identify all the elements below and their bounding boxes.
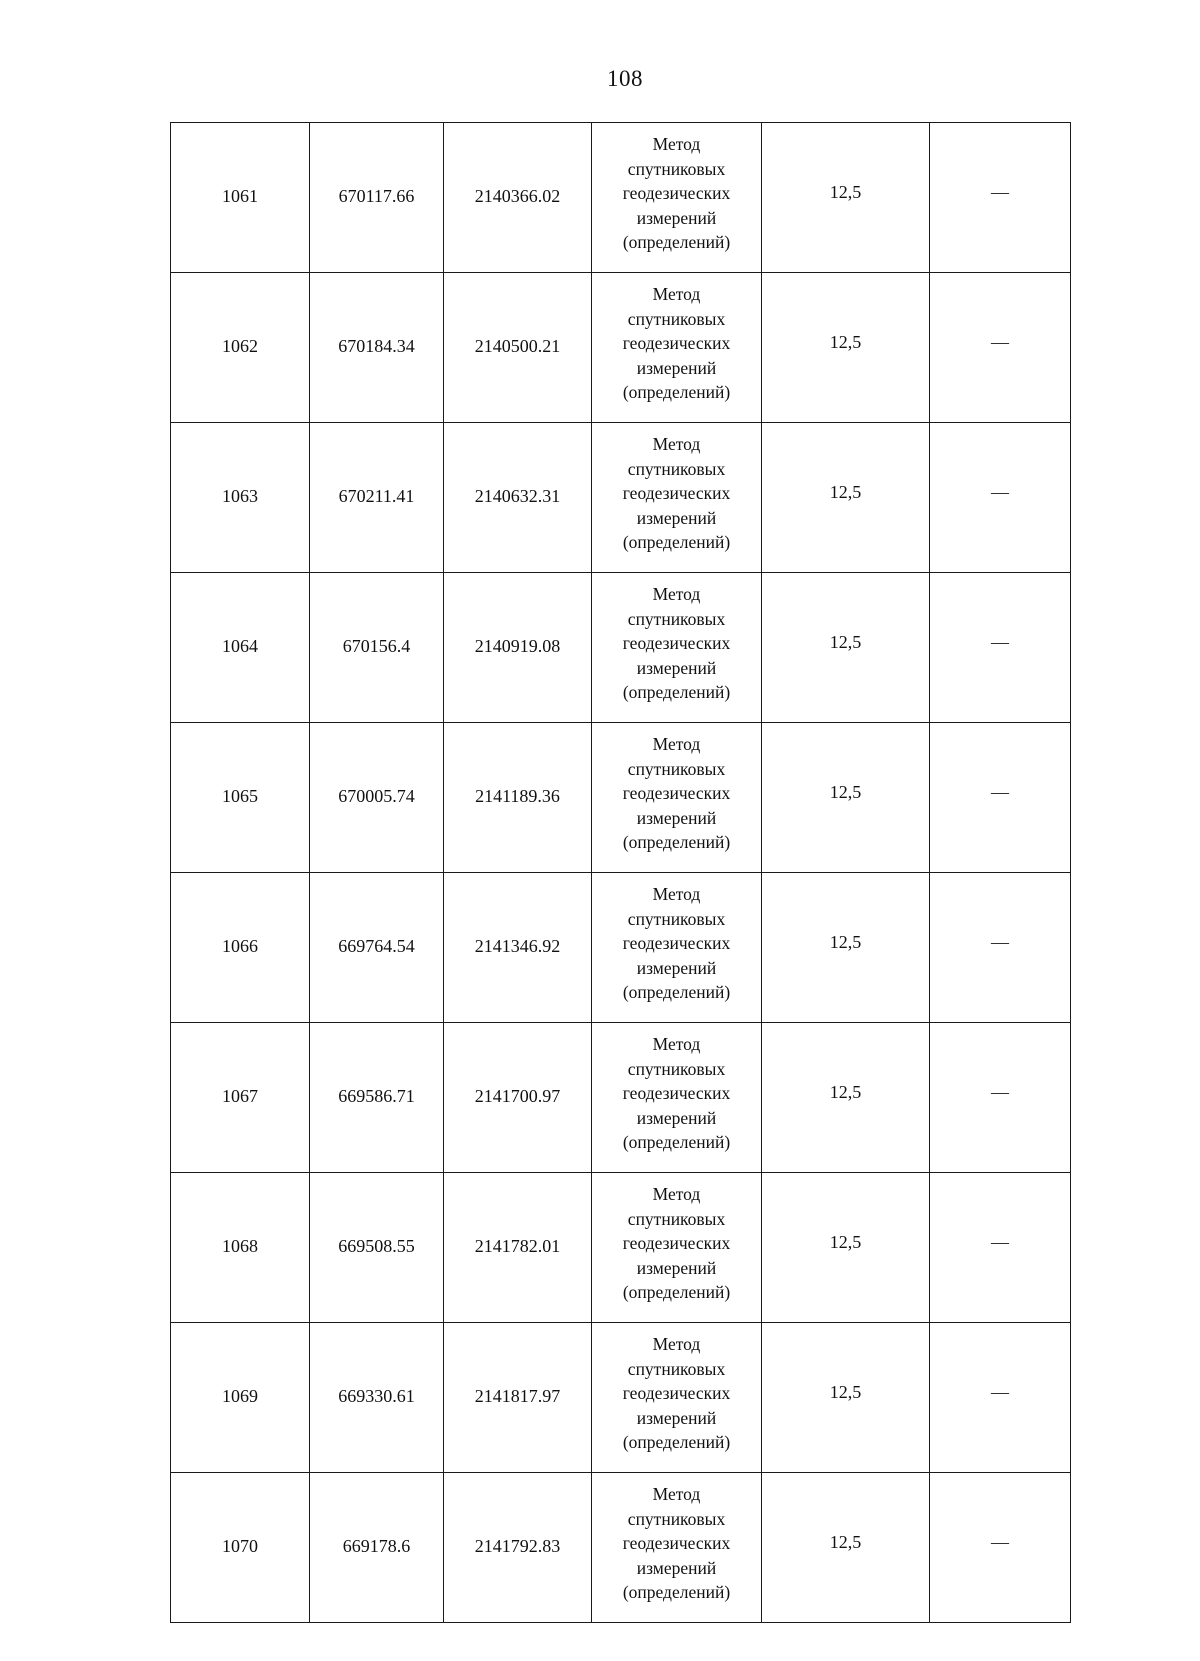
coordinates-table <box>170 122 1071 1623</box>
note-cell-text: — <box>991 931 1009 952</box>
accuracy-cell-text: 12,5 <box>829 1531 862 1552</box>
point-number-cell <box>171 273 310 423</box>
note-cell-text: — <box>991 1231 1009 1252</box>
method-line: Метод <box>652 1484 701 1505</box>
method-line: измерений <box>636 507 717 528</box>
method-line: спутниковых <box>627 308 726 329</box>
method-line: измерений <box>636 957 717 978</box>
y-coordinate-cell <box>444 1323 592 1473</box>
note-cell-text: — <box>991 1381 1009 1402</box>
method-line: спутниковых <box>627 908 726 929</box>
method-line: геодезических <box>622 1533 731 1554</box>
x-coordinate-cell <box>310 273 444 423</box>
accuracy-cell-text: 12,5 <box>829 1381 862 1402</box>
accuracy-cell <box>762 423 930 573</box>
method-line: (определений) <box>622 382 731 403</box>
method-line: (определений) <box>622 982 731 1003</box>
method-line: спутниковых <box>627 458 726 479</box>
y-coordinate-cell <box>444 273 592 423</box>
y-coordinate-cell <box>444 1473 592 1623</box>
method-cell <box>592 1173 762 1323</box>
method-line: спутниковых <box>627 1208 726 1229</box>
y-coordinate-cell-text: 2140500.21 <box>474 335 561 356</box>
table-body <box>171 123 1071 1623</box>
y-coordinate-cell <box>444 873 592 1023</box>
method-line: измерений <box>636 807 717 828</box>
method-cell <box>592 1323 762 1473</box>
method-line: спутниковых <box>627 158 726 179</box>
y-coordinate-cell <box>444 1173 592 1323</box>
point-number-cell <box>171 723 310 873</box>
point-number-cell <box>171 423 310 573</box>
method-line: (определений) <box>622 232 731 253</box>
method-line: измерений <box>636 357 717 378</box>
x-coordinate-cell <box>310 873 444 1023</box>
coordinates-table-container <box>170 122 1070 1623</box>
method-line: спутниковых <box>627 758 726 779</box>
point-number-cell <box>171 873 310 1023</box>
method-line: геодезических <box>622 183 731 204</box>
x-coordinate-cell <box>310 573 444 723</box>
method-line: измерений <box>636 1557 717 1578</box>
table-row <box>171 1473 1071 1623</box>
method-line: измерений <box>636 657 717 678</box>
method-line: геодезических <box>622 1083 731 1104</box>
accuracy-cell <box>762 1173 930 1323</box>
table-row <box>171 723 1071 873</box>
y-coordinate-cell-text: 2141817.97 <box>474 1385 561 1406</box>
table-row <box>171 573 1071 723</box>
accuracy-cell-text: 12,5 <box>829 331 862 352</box>
method-line: геодезических <box>622 783 731 804</box>
method-line: геодезических <box>622 933 731 954</box>
method-line: (определений) <box>622 832 731 853</box>
method-line: Метод <box>652 584 701 605</box>
point-number-cell-text: 1061 <box>222 185 258 206</box>
y-coordinate-cell <box>444 123 592 273</box>
x-coordinate-cell <box>310 1173 444 1323</box>
x-coordinate-cell-text: 670005.74 <box>338 785 415 806</box>
note-cell <box>930 123 1071 273</box>
y-coordinate-cell-text: 2141189.36 <box>475 785 560 806</box>
method-line: спутниковых <box>627 1358 726 1379</box>
x-coordinate-cell-text: 670117.66 <box>338 185 415 206</box>
method-cell <box>592 1473 762 1623</box>
method-line: (определений) <box>622 1582 731 1603</box>
point-number-cell-text: 1069 <box>222 1385 258 1406</box>
x-coordinate-cell-text: 669764.54 <box>338 935 415 956</box>
method-line: Метод <box>652 134 701 155</box>
x-coordinate-cell <box>310 423 444 573</box>
note-cell <box>930 1173 1071 1323</box>
method-line: геодезических <box>622 483 731 504</box>
method-line: измерений <box>636 1407 717 1428</box>
method-line: спутниковых <box>627 608 726 629</box>
x-coordinate-cell-text: 670184.34 <box>338 335 415 356</box>
method-line: Метод <box>652 734 701 755</box>
y-coordinate-cell-text: 2141700.97 <box>474 1085 561 1106</box>
y-coordinate-cell-text: 2141792.83 <box>474 1535 561 1556</box>
note-cell <box>930 1323 1071 1473</box>
table-row <box>171 1323 1071 1473</box>
table-row <box>171 873 1071 1023</box>
note-cell-text: — <box>991 781 1009 802</box>
accuracy-cell <box>762 1323 930 1473</box>
note-cell <box>930 873 1071 1023</box>
accuracy-cell-text: 12,5 <box>829 481 862 502</box>
page-number: 108 <box>607 66 643 91</box>
method-line: измерений <box>636 1257 717 1278</box>
note-cell <box>930 273 1071 423</box>
x-coordinate-cell-text: 670156.4 <box>342 635 411 656</box>
x-coordinate-cell-text: 669508.55 <box>338 1235 415 1256</box>
accuracy-cell <box>762 1023 930 1173</box>
point-number-cell-text: 1064 <box>222 635 258 656</box>
note-cell <box>930 723 1071 873</box>
point-number-cell-text: 1070 <box>222 1535 258 1556</box>
method-line: Метод <box>652 284 701 305</box>
accuracy-cell-text: 12,5 <box>829 631 862 652</box>
y-coordinate-cell <box>444 423 592 573</box>
x-coordinate-cell <box>310 1473 444 1623</box>
accuracy-cell <box>762 273 930 423</box>
method-line: Метод <box>652 1334 701 1355</box>
point-number-cell-text: 1063 <box>222 485 258 506</box>
accuracy-cell <box>762 1473 930 1623</box>
accuracy-cell-text: 12,5 <box>829 181 862 202</box>
accuracy-cell-text: 12,5 <box>829 1231 862 1252</box>
accuracy-cell <box>762 873 930 1023</box>
point-number-cell <box>171 1473 310 1623</box>
y-coordinate-cell-text: 2141346.92 <box>474 935 561 956</box>
point-number-cell-text: 1068 <box>222 1235 258 1256</box>
y-coordinate-cell <box>444 573 592 723</box>
accuracy-cell <box>762 723 930 873</box>
note-cell-text: — <box>991 1081 1009 1102</box>
accuracy-cell-text: 12,5 <box>829 781 862 802</box>
x-coordinate-cell-text: 669178.6 <box>342 1535 411 1556</box>
note-cell-text: — <box>991 631 1009 652</box>
point-number-cell-text: 1066 <box>222 935 258 956</box>
y-coordinate-cell <box>444 1023 592 1173</box>
point-number-cell-text: 1067 <box>222 1085 258 1106</box>
point-number-cell-text: 1062 <box>222 335 258 356</box>
point-number-cell <box>171 1173 310 1323</box>
accuracy-cell <box>762 573 930 723</box>
note-cell <box>930 1023 1071 1173</box>
method-line: геодезических <box>622 1233 731 1254</box>
method-line: Метод <box>652 434 701 455</box>
method-line: (определений) <box>622 1432 731 1453</box>
accuracy-cell-text: 12,5 <box>829 931 862 952</box>
note-cell-text: — <box>991 481 1009 502</box>
method-line: (определений) <box>622 682 731 703</box>
point-number-cell <box>171 1323 310 1473</box>
point-number-cell <box>171 573 310 723</box>
y-coordinate-cell-text: 2140366.02 <box>474 185 561 206</box>
table-row <box>171 423 1071 573</box>
method-line: измерений <box>636 207 717 228</box>
point-number-cell-text: 1065 <box>222 785 258 806</box>
method-line: геодезических <box>622 633 731 654</box>
note-cell <box>930 1473 1071 1623</box>
method-cell <box>592 723 762 873</box>
method-cell <box>592 123 762 273</box>
table-row <box>171 123 1071 273</box>
method-line: геодезических <box>622 1383 731 1404</box>
x-coordinate-cell <box>310 123 444 273</box>
x-coordinate-cell <box>310 1323 444 1473</box>
x-coordinate-cell-text: 669330.61 <box>338 1385 415 1406</box>
method-cell <box>592 423 762 573</box>
note-cell-text: — <box>991 1531 1009 1552</box>
note-cell <box>930 423 1071 573</box>
x-coordinate-cell <box>310 1023 444 1173</box>
table-row <box>171 1173 1071 1323</box>
method-cell <box>592 873 762 1023</box>
accuracy-cell-text: 12,5 <box>829 1081 862 1102</box>
method-line: геодезических <box>622 333 731 354</box>
x-coordinate-cell-text: 669586.71 <box>338 1085 415 1106</box>
table-row <box>171 1023 1071 1173</box>
method-line: Метод <box>652 1034 701 1055</box>
note-cell <box>930 573 1071 723</box>
method-line: Метод <box>652 884 701 905</box>
y-coordinate-cell-text: 2141782.01 <box>474 1235 561 1256</box>
method-line: (определений) <box>622 1132 731 1153</box>
point-number-cell <box>171 123 310 273</box>
y-coordinate-cell-text: 2140632.31 <box>474 485 561 506</box>
y-coordinate-cell <box>444 723 592 873</box>
accuracy-cell <box>762 123 930 273</box>
method-cell <box>592 1023 762 1173</box>
note-cell-text: — <box>991 331 1009 352</box>
method-line: (определений) <box>622 532 731 553</box>
y-coordinate-cell-text: 2140919.08 <box>474 635 561 656</box>
x-coordinate-cell-text: 670211.41 <box>338 485 415 506</box>
method-line: Метод <box>652 1184 701 1205</box>
method-line: спутниковых <box>627 1058 726 1079</box>
method-line: спутниковых <box>627 1508 726 1529</box>
point-number-cell <box>171 1023 310 1173</box>
method-line: (определений) <box>622 1282 731 1303</box>
method-cell <box>592 573 762 723</box>
method-cell <box>592 273 762 423</box>
table-row <box>171 273 1071 423</box>
method-line: измерений <box>636 1107 717 1128</box>
note-cell-text: — <box>991 181 1009 202</box>
x-coordinate-cell <box>310 723 444 873</box>
